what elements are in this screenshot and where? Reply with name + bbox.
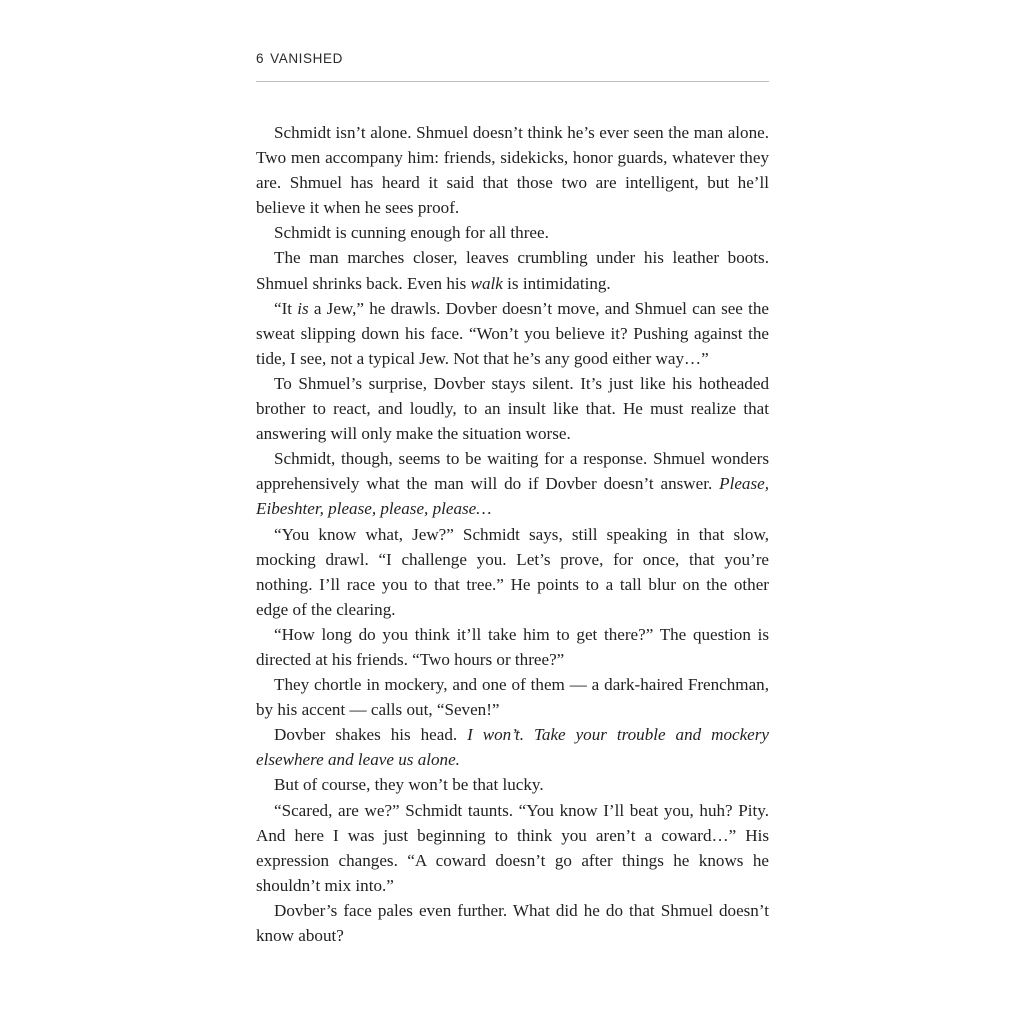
text-run: “You know what, Jew?” Schmidt says, still speaking in that slow, mocking drawl. “I challenge you. Let’s prove, for once, that you’re nothing. I’ll race you to that tree.” He points to a tall blur on the other edge of the clearing. — [256, 524, 769, 619]
running-title: VANISHED — [270, 51, 343, 66]
paragraph — [256, 772, 769, 797]
running-head — [256, 51, 343, 66]
text-run: a Jew,” he drawls. Dovber doesn’t move, and Shmuel can see the sweat slipping down his face. “Won’t you believe it? Pushing against the tide, I see, not a typical Jew. Not that he’s any good either way…” — [256, 298, 769, 368]
paragraph — [256, 672, 769, 722]
paragraph — [256, 446, 769, 521]
header-rule — [256, 81, 769, 82]
paragraph — [256, 296, 769, 371]
paragraph — [256, 371, 769, 446]
text-run: To Shmuel’s surprise, Dovber stays silent. It’s just like his hotheaded brother to react, and loudly, to an insult like that. He must realize that answering will only make the situation worse. — [256, 373, 769, 444]
text-run: Schmidt isn’t alone. Shmuel doesn’t think he’s ever seen the man alone. Two men accompany him: friends, sidekicks, honor guards, whatever they are. Shmuel has heard it said that those two are intelligent, but he’ll believe it when he sees proof. — [256, 123, 769, 218]
paragraph — [256, 622, 769, 672]
text-run: They chortle in mockery, and one of them — a dark-haired Frenchman, by his accent — calls out, “Seven!” — [256, 675, 769, 720]
italic-text: walk — [470, 273, 503, 293]
paragraph — [256, 898, 769, 948]
text-run: The man marches closer, leaves crumbling under his leather boots. Shmuel shrinks back. Even his — [256, 248, 769, 293]
text-run: “It — [274, 298, 298, 318]
italic-text: is — [297, 298, 309, 318]
text-run: Dovber shakes his head. — [274, 725, 468, 745]
paragraph — [256, 245, 769, 295]
italic-text: Please, Eibeshter, please, please, please… — [256, 474, 769, 519]
body-text — [256, 120, 769, 948]
text-run: Schmidt, though, seems to be waiting for a response. Shmuel wonders apprehensively what the man will do if Dovber doesn’t answer. — [256, 449, 769, 494]
paragraph — [256, 722, 769, 772]
text-run: But of course, they won’t be that lucky. — [274, 775, 544, 795]
text-run: “Scared, are we?” Schmidt taunts. “You know I’ll beat you, huh? Pity. And here I was just beginning to think you aren’t a coward…” His expression changes. “A coward doesn’t go after things he knows he shouldn’t mix into.” — [256, 800, 769, 895]
paragraph — [256, 522, 769, 622]
text-run: “How long do you think it’ll take him to get there?” The question is directed at his friends. “Two hours or three?” — [256, 624, 769, 669]
paragraph — [256, 220, 769, 245]
italic-text: I won’t. Take your trouble and mockery elsewhere and leave us alone. — [256, 725, 770, 770]
text-run: is intimidating. — [502, 273, 611, 293]
text-run: Dovber’s face pales even further. What did he do that Shmuel doesn’t know about? — [256, 900, 769, 945]
paragraph — [256, 798, 769, 898]
text-run: Schmidt is cunning enough for all three. — [274, 223, 549, 243]
paragraph — [256, 120, 769, 220]
page-number: 6 — [256, 51, 265, 66]
